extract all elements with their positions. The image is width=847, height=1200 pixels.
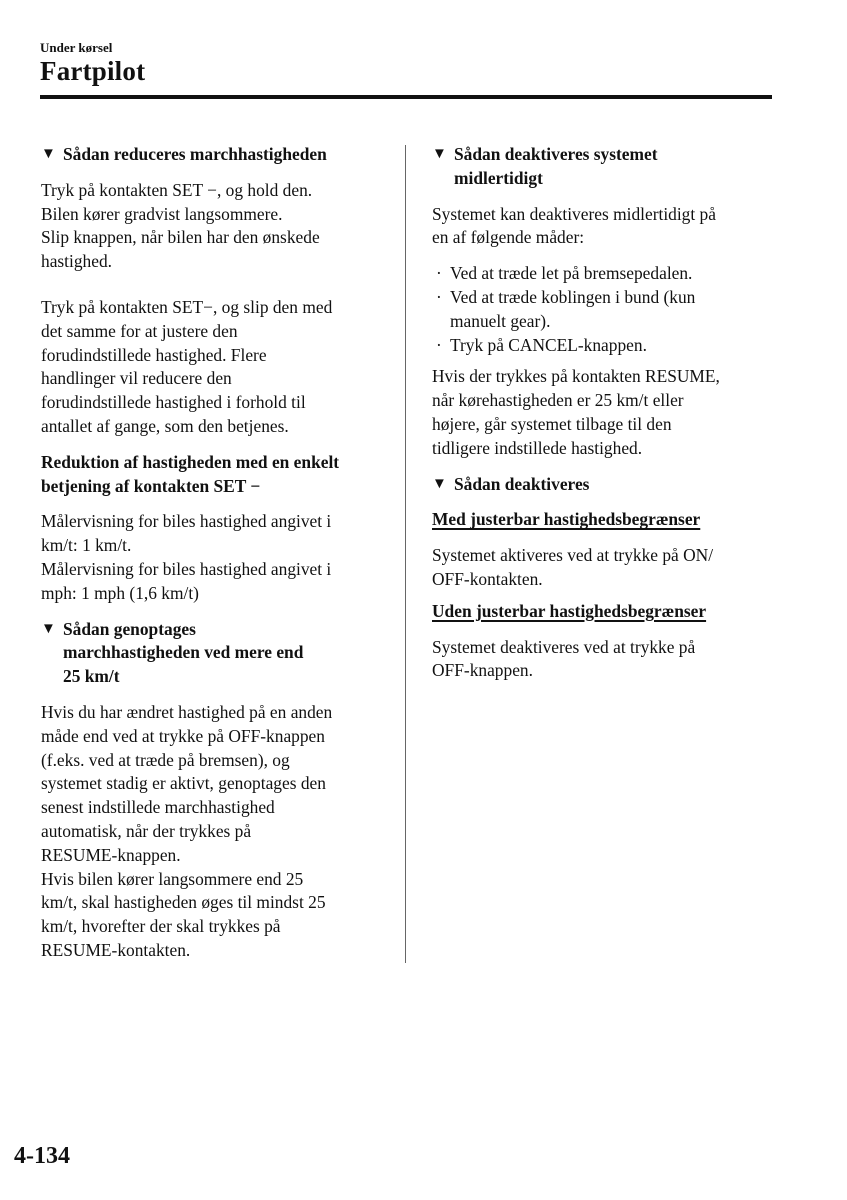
- deactivation-methods-list: [432, 262, 777, 357]
- left-column: [41, 143, 391, 985]
- bullet-dot-icon: ·: [436, 263, 442, 284]
- section-label: Under kørsel: [40, 40, 113, 55]
- header-rule: [40, 95, 772, 99]
- resume-switch-paragraph: Hvis der trykkes på kontakten RESUME, når kørehastigheden er 25 km/t eller højere, går systemet tilbage til den tidligere indstillede hastighed.: [432, 366, 720, 458]
- subheading-without-speed-limiter: Uden justerbar hastighedsbegrænser: [432, 600, 707, 621]
- list-item: · Tryk på CANCEL-knappen.: [432, 334, 777, 358]
- column-divider: [405, 145, 406, 963]
- heading-reduce-speed-text: Sådan reduceres marchhastigheden: [63, 144, 327, 164]
- triangle-marker-icon: ▼: [41, 620, 56, 637]
- triangle-marker-icon: ▼: [432, 146, 447, 162]
- bullet-dot-icon: ·: [436, 286, 442, 307]
- page-title: Fartpilot: [40, 56, 146, 86]
- heading-reduce-speed: [41, 143, 391, 167]
- with-speed-limiter-paragraph: Systemet aktiveres ved at trykke på ON/ OFF-kontakten.: [432, 545, 714, 589]
- page-number: 4-134: [14, 1143, 70, 1169]
- without-speed-limiter-paragraph: Systemet deaktiveres ved at trykke på OFF-knappen.: [432, 636, 696, 681]
- heading-resume-speed: [41, 618, 391, 689]
- triangle-marker-icon: ▼: [41, 146, 56, 162]
- subheading-single-operation: Reduktion af hastigheden med en enkelt betjening af kontakten SET −: [41, 451, 340, 496]
- list-item: · Ved at træde let på bremsepedalen.: [432, 262, 777, 286]
- bullet-dot-icon: ·: [436, 334, 442, 355]
- heading-resume-speed-text: Sådan genoptages marchhastigheden ved mere end 25 km/t: [63, 618, 304, 687]
- reduce-speed-paragraph-1: Tryk på kontakten SET −, og hold den. Bilen kører gradvist langsommere. Slip knappen, når bilen har den ønskede hastighed.: [41, 179, 320, 272]
- triangle-marker-icon: ▼: [432, 475, 447, 492]
- reduce-speed-paragraph-2: Tryk på kontakten SET−, og slip den med det samme for at justere den forudindstillede hastighed. Flere handlinger vil reducere den forudindstillede hastighed i forhold til antallet af gange, som den betjenes.: [41, 296, 333, 436]
- heading-temporary-deactivation-text: Sådan deaktiveres systemet midlertidigt: [454, 144, 658, 188]
- subheading-with-speed-limiter: Med justerbar hastighedsbegrænser: [432, 509, 701, 530]
- list-item: · Ved at træde koblingen i bund (kun manuelt gear).: [432, 286, 777, 334]
- heading-deactivation: [432, 473, 777, 497]
- resume-speed-paragraph: Hvis du har ændret hastighed på en anden måde end ved at trykke på OFF-knappen (f.eks. ved at træde på bremsen), og systemet stadig er aktivt, genoptages den senest indstillede marchhastighed automatisk, når der trykkes på RESUME-knappen. Hvis bilen kører langsommere end 25 km/t, skal hastigheden øges til mindst 25 km/t, hvorefter der skal trykkes på RESUME-kontakten.: [41, 701, 333, 960]
- heading-temporary-deactivation: [432, 143, 777, 191]
- gauge-display-paragraph: Målervisning for biles hastighed angivet i km/t: 1 km/t. Målervisning for biles hastighed angivet i mph: 1 mph (1,6 km/t): [41, 511, 332, 603]
- heading-deactivation-text: Sådan deaktiveres: [454, 473, 590, 494]
- temporary-deactivation-intro: Systemet kan deaktiveres midlertidigt på en af følgende måder:: [432, 203, 716, 248]
- right-column: [432, 143, 777, 705]
